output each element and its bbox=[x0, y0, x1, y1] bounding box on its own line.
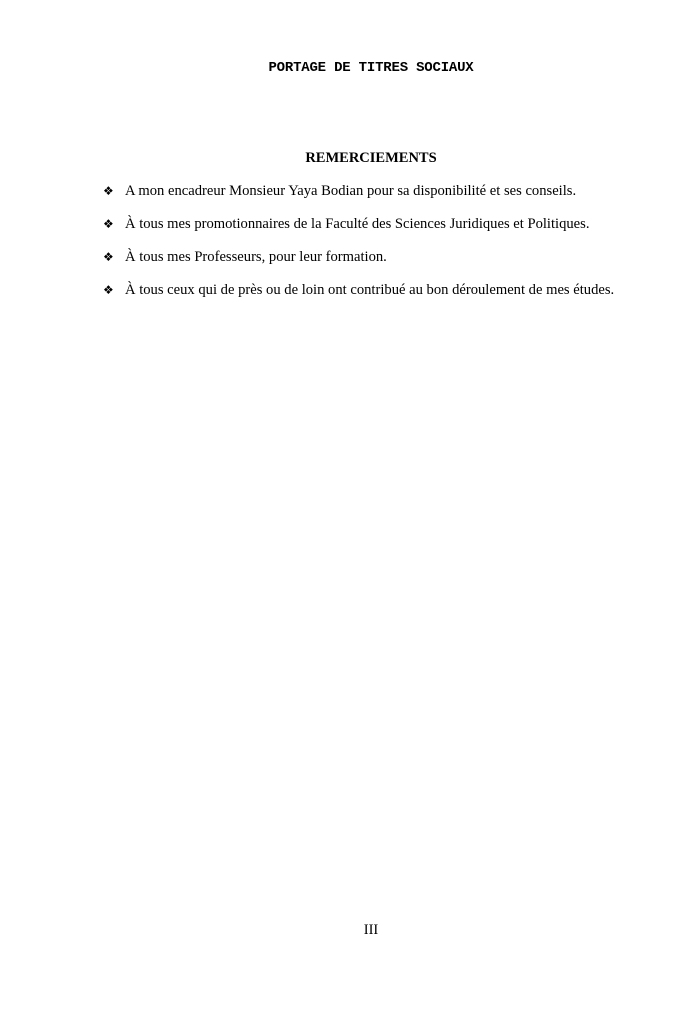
acknowledgement-text: A mon encadreur Monsieur Yaya Bodian pour sa disponibilité et ses conseils. bbox=[125, 183, 577, 199]
acknowledgement-text: À tous ceux qui de près ou de loin ont contribué au bon déroulement de mes études. bbox=[125, 282, 615, 298]
section-title: REMERCIEMENTS bbox=[305, 150, 437, 166]
diamond-bullet-icon: ❖ bbox=[103, 184, 114, 198]
acknowledgement-text: À tous mes Professeurs, pour leur formation. bbox=[125, 249, 387, 265]
diamond-bullet-icon: ❖ bbox=[103, 283, 114, 297]
page-number: III bbox=[363, 922, 379, 938]
running-header: PORTAGE DE TITRES SOCIAUX bbox=[268, 60, 474, 76]
diamond-bullet-icon: ❖ bbox=[103, 250, 114, 264]
acknowledgement-text: À tous mes promotionnaires de la Faculté des Sciences Juridiques et Politiques. bbox=[125, 216, 590, 232]
diamond-bullet-icon: ❖ bbox=[103, 217, 114, 231]
